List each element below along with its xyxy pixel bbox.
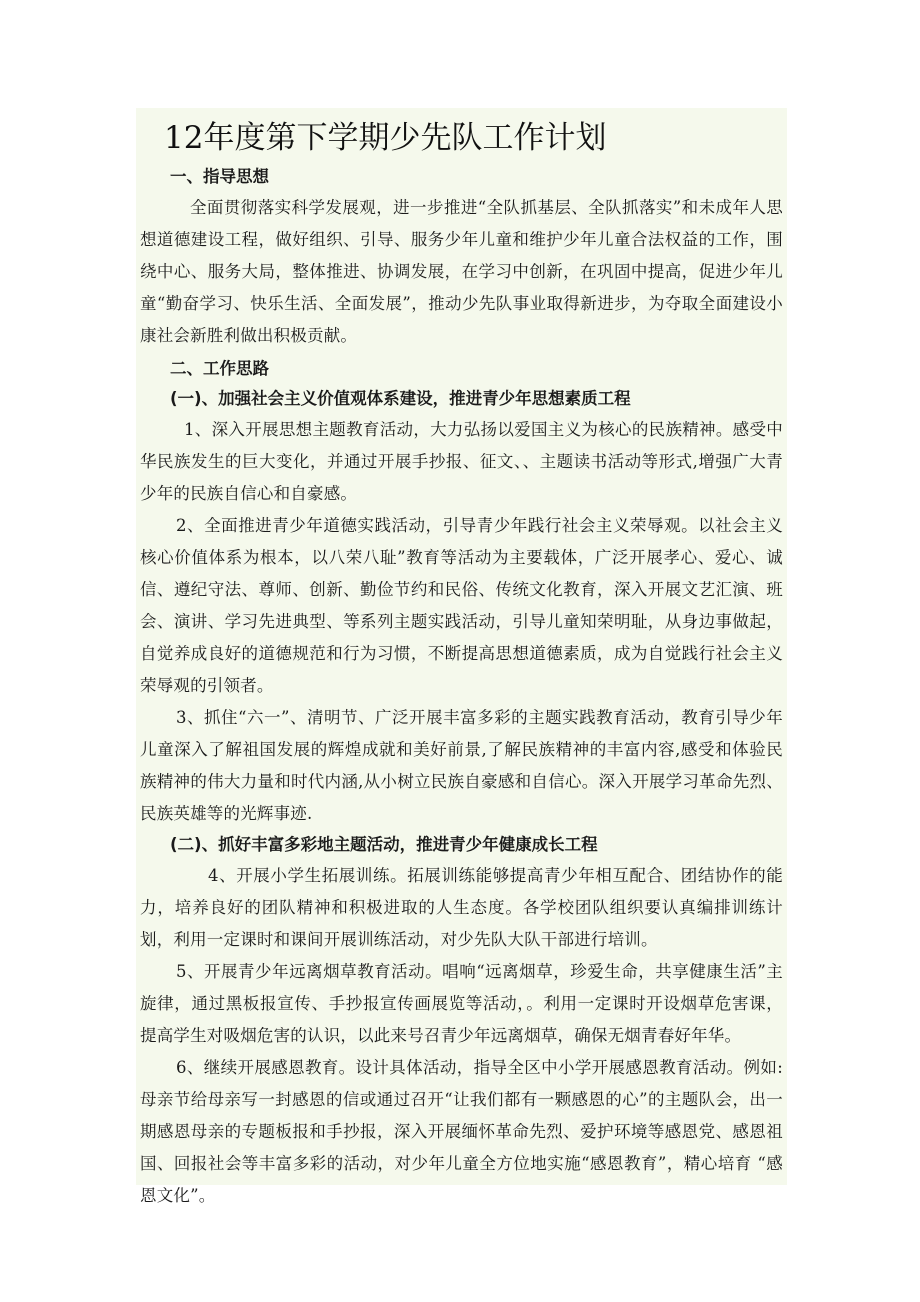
paragraph-item-5: 5、开展青少年远离烟草教育活动。唱响“远离烟草，珍爱生命，共享健康生活”主旋律，通过黑板报宣传、手抄报宣传画展览等活动，。利用一定课时开设烟草危害课，提高学生对吸烟危害的认识，以此来号召青少年远离烟草，确保无烟青春好年华。 (140, 962, 783, 1045)
paragraph-item-4: 4、开展小学生拓展训练。拓展训练能够提高青少年相互配合、团结协作的能力，培养良好的团队精神和积极进取的人生态度。各学校团队组织要认真编排训练计划，利用一定课时和课间开展训练活动，对少先队大队干部进行培训。 (140, 866, 783, 949)
paragraph-item-3: 3、抓住“六一”、清明节、广泛开展丰富多彩的主题实践教育活动，教育引导少年儿童深入了解祖国发展的辉煌成就和美好前景,了解民族精神的丰富内容,感受和体验民族精神的伟大力量和时代内涵,从小树立民族自豪感和自信心。深入开展学习革命先烈、民族英雄等的光辉事迹. (140, 708, 783, 823)
section-heading-guiding-thought: 一、指导思想 (170, 167, 269, 186)
paragraph-guiding-thought: 全面贯彻落实科学发展观，进一步推进“全队抓基层、全队抓落实”和未成年人思想道德建设工程，做好组织、引导、服务少年儿童和维护少年儿童合法权益的工作，围绕中心、服务大局，整体推进、协调发展，在学习中创新，在巩固中提高，促进少年儿童“勤奋学习、快乐生活、全面发展”，推动少先队事业取得新进步，为夺取全面建设小康社会新胜利做出积极贡献。 (140, 198, 783, 345)
document-page (136, 108, 787, 1205)
paragraph-item-1: 1、深入开展思想主题教育活动，大力弘扬以爱国主义为核心的民族精神。感受中华民族发生的巨大变化，并通过开展手抄报、征文、、主题读书活动等形式,增强广大青少年的民族自信心和自豪感。 (140, 420, 783, 503)
paragraph-item-2: 2、全面推进青少年道德实践活动，引导青少年践行社会主义荣辱观。以社会主义核心价值体系为根本，以八荣八耻”教育等活动为主要载体，广泛开展孝心、爱心、诚信、遵纪守法、尊师、创新、勤俭节约和民俗、传统文化教育，深入开展文艺汇演、班会、演讲、学习先进典型、等系列主题实践活动，引导儿童知荣明耻，从身边事做起，自觉养成良好的道德规范和行为习惯，不断提高思想道德素质，成为自觉践行社会主义荣辱观的引领者。 (140, 516, 783, 695)
document-title: 12年度第下学期少先队工作计划 (164, 120, 607, 156)
subsection-heading-values: (一)、加强社会主义价值观体系建设，推进青少年思想素质工程 (170, 389, 631, 408)
subsection-heading-activities: (二)、抓好丰富多彩地主题活动，推进青少年健康成长工程 (170, 835, 598, 854)
section-heading-work-approach: 二、工作思路 (170, 359, 269, 378)
paragraph-item-6: 6、继续开展感恩教育。设计具体活动，指导全区中小学开展感恩教育活动。例如:母亲节给母亲写一封感恩的信或通过召开“让我们都有一颗感恩的心”的主题队会，出一期感恩母亲的专题板报和手抄报，深入开展缅怀革命先烈、爱护环境等感恩党、感恩祖国、回报社会等丰富多彩的活动，对少年儿童全方位地实施“感恩教育”，精心培育 “感恩文化”。 (140, 1058, 783, 1205)
